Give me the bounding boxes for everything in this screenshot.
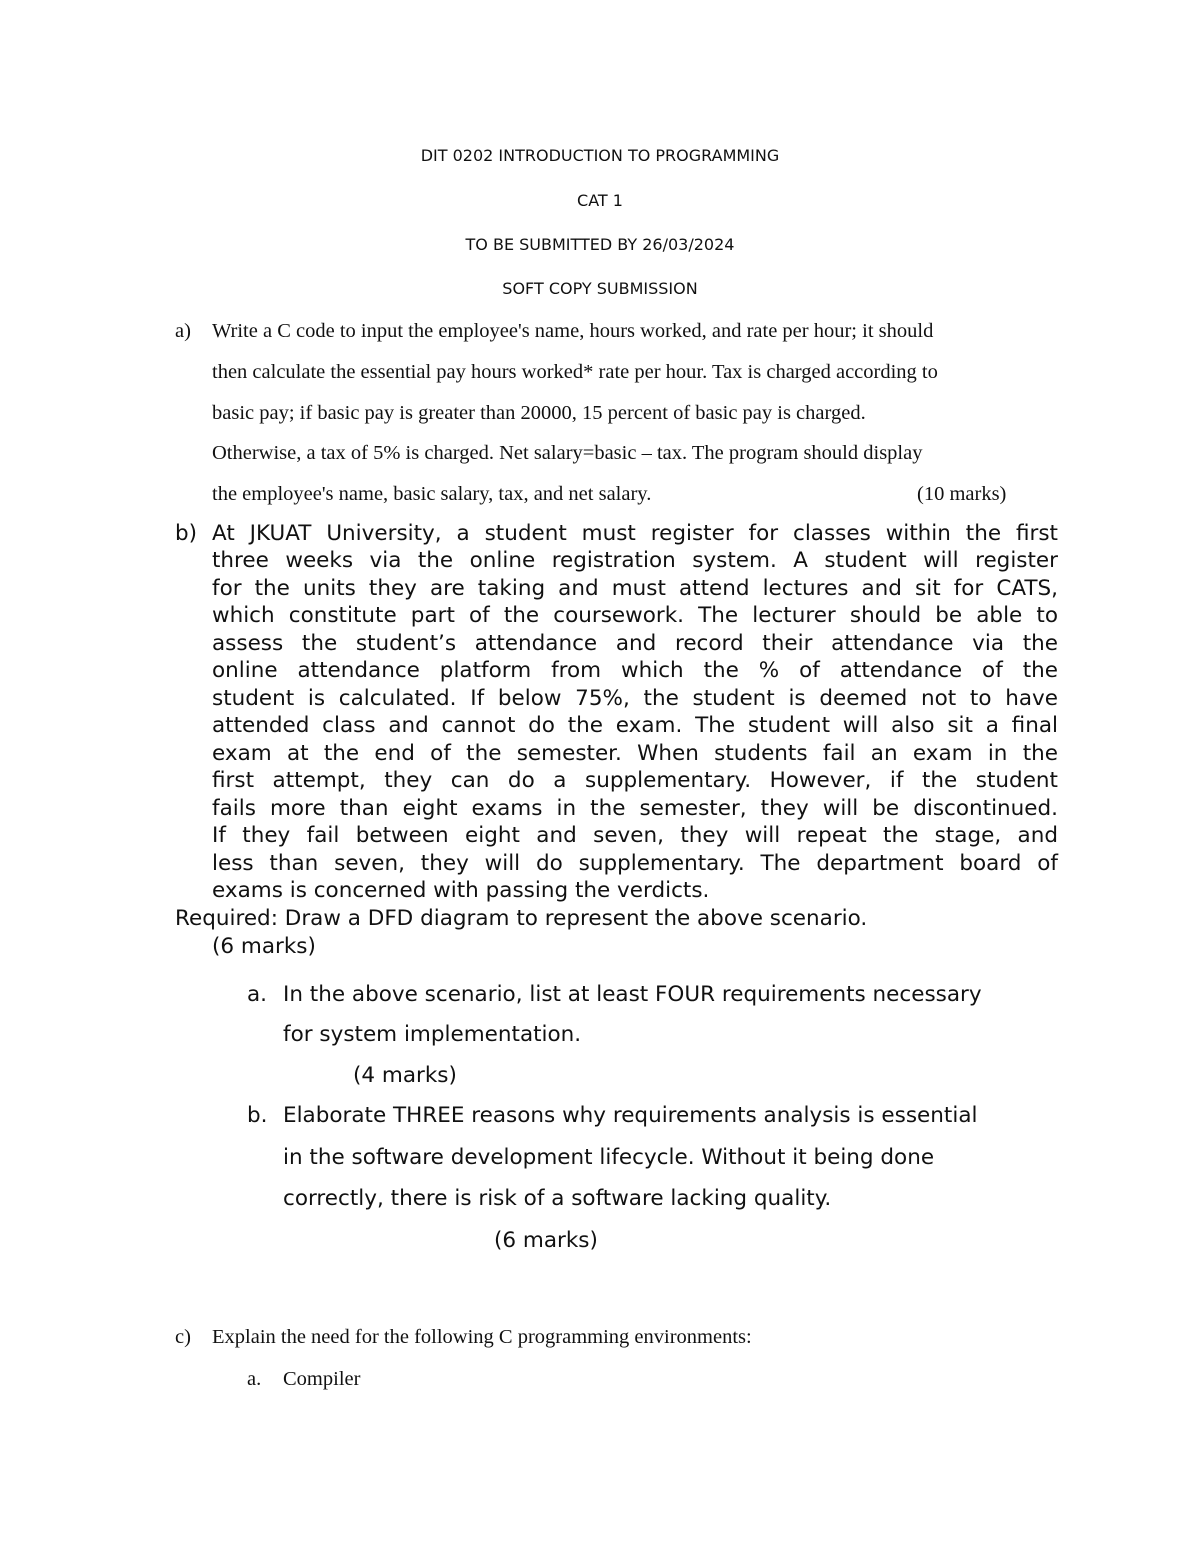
question-b-line: attended class and cannot do the exam. The student will also sit a final xyxy=(212,713,1058,738)
question-b-line: fails more than eight exams in the semester, they will be discontinued. xyxy=(212,796,1058,821)
question-b-line: first attempt, they can do a supplementary. However, if the student xyxy=(212,768,1058,793)
question-c-marker: c) xyxy=(175,1326,191,1348)
question-b-line: exams is concerned with passing the verdicts. xyxy=(212,878,710,903)
course-title: DIT 0202 INTRODUCTION TO PROGRAMMING xyxy=(420,146,780,165)
question-c-text: Explain the need for the following C programming environments: xyxy=(212,1326,752,1348)
subquestion-a-marks: (4 marks) xyxy=(353,1063,457,1088)
question-b-marker: b) xyxy=(175,521,198,546)
subquestion-b-marker: b. xyxy=(247,1103,268,1128)
question-a-marker: a) xyxy=(175,320,191,342)
subquestion-a-marker: a. xyxy=(247,982,268,1007)
question-a-marks: (10 marks) xyxy=(917,483,1007,505)
question-c-item-marker: a. xyxy=(247,1368,262,1390)
question-a-line: Otherwise, a tax of 5% is charged. Net salary=basic – tax. The program should display xyxy=(212,442,923,464)
subquestion-a-line: for system implementation. xyxy=(283,1022,582,1047)
question-a-line: Write a C code to input the employee's name, hours worked, and rate per hour; it should xyxy=(212,320,934,342)
subquestion-a-line: In the above scenario, list at least FOUR requirements necessary xyxy=(283,982,982,1007)
question-b-line: less than seven, they will do supplementary. The department board of xyxy=(212,851,1058,876)
question-b-line: which constitute part of the coursework. The lecturer should be able to xyxy=(212,603,1058,628)
question-b-line: At JKUAT University, a student must register for classes within the first xyxy=(212,521,1058,546)
question-a-line: then calculate the essential pay hours worked* rate per hour. Tax is charged according to xyxy=(212,361,938,383)
question-b-line: student is calculated. If below 75%, the student is deemed not to have xyxy=(212,686,1058,711)
subquestion-b-line: correctly, there is risk of a software lacking quality. xyxy=(283,1186,832,1211)
question-b-line: three weeks via the online registration system. A student will register xyxy=(212,548,1058,573)
question-c-item: Compiler xyxy=(283,1368,361,1390)
subquestion-b-line: Elaborate THREE reasons why requirements analysis is essential xyxy=(283,1103,978,1128)
question-a-line: basic pay; if basic pay is greater than 20000, 15 percent of basic pay is charged. xyxy=(212,402,866,424)
subquestion-b-line: in the software development lifecycle. Without it being done xyxy=(283,1145,935,1170)
submission-mode: SOFT COPY SUBMISSION xyxy=(502,279,698,298)
question-b-line: online attendance platform from which the % of attendance of the xyxy=(212,658,1058,683)
question-b-line: exam at the end of the semester. When students fail an exam in the xyxy=(212,741,1058,766)
question-b-required: Required: Draw a DFD diagram to represent the above scenario. xyxy=(175,906,868,931)
question-b-line: for the units they are taking and must attend lectures and sit for CATS, xyxy=(212,576,1058,601)
question-b-line: If they fail between eight and seven, they will repeat the stage, and xyxy=(212,823,1058,848)
question-b-required-marks: (6 marks) xyxy=(212,934,316,959)
cat-label: CAT 1 xyxy=(577,191,623,210)
question-a-line: the employee's name, basic salary, tax, and net salary. xyxy=(212,483,652,505)
submission-deadline: TO BE SUBMITTED BY 26/03/2024 xyxy=(465,235,735,254)
subquestion-b-marks: (6 marks) xyxy=(494,1228,598,1253)
question-b-line: assess the student’s attendance and record their attendance via the xyxy=(212,631,1058,656)
